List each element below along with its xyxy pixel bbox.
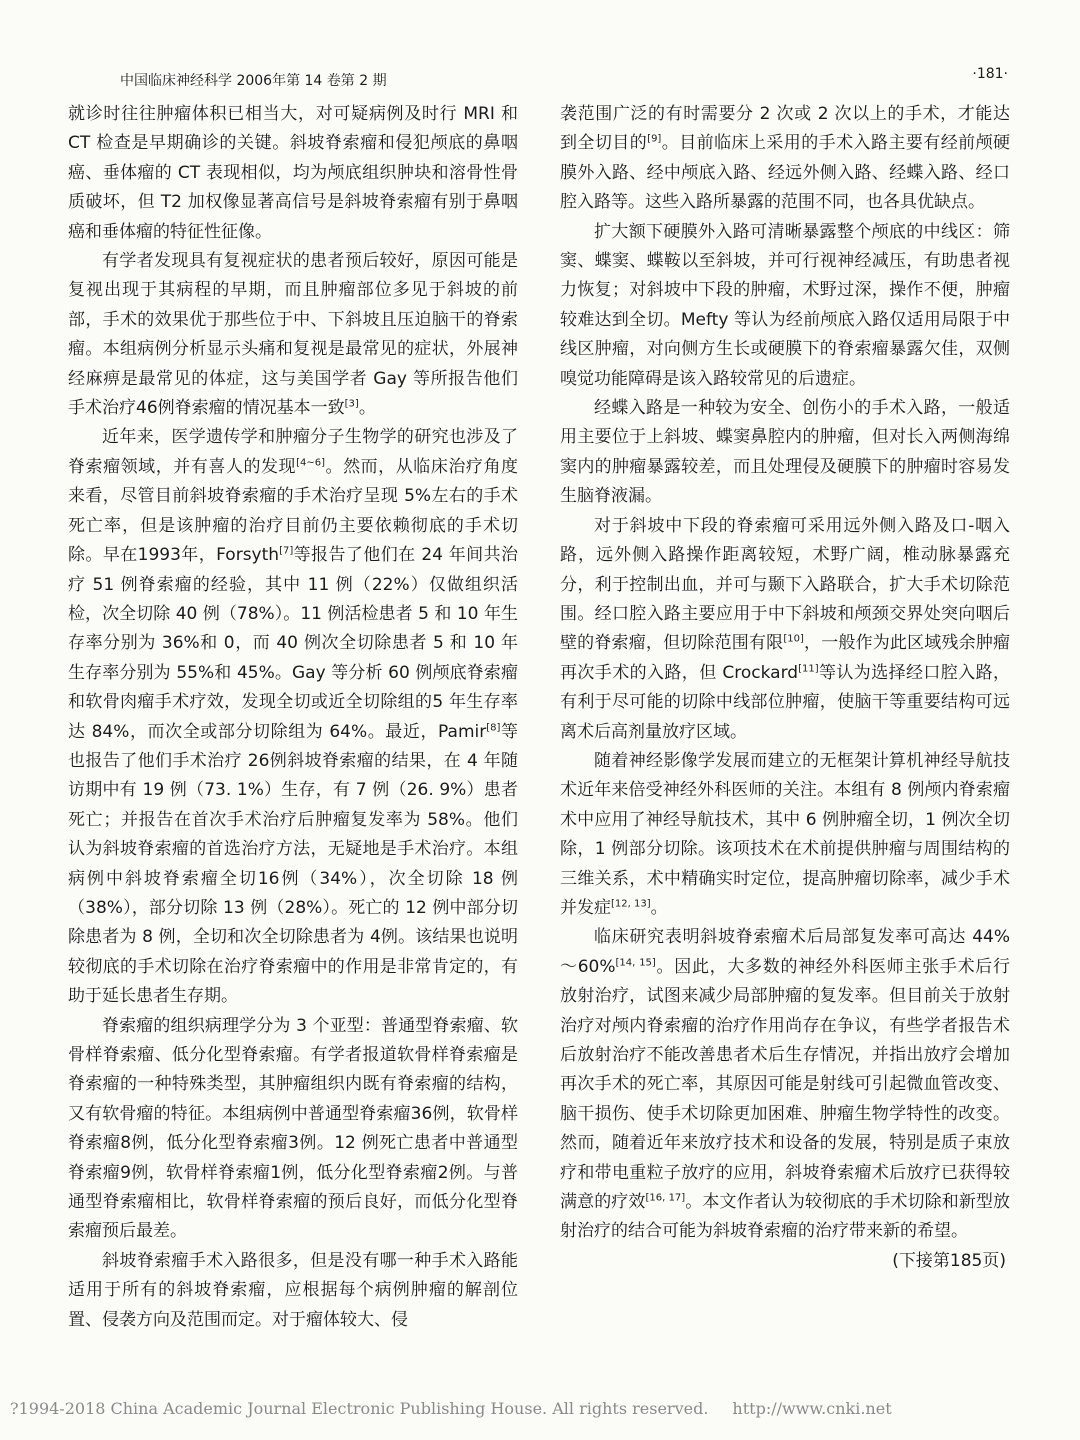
body-paragraph (68, 1012, 518, 1247)
body-paragraph (68, 247, 518, 423)
paragraph-text: 对于斜坡中下段的脊索瘤可采用远外侧入路及口-咽入路，远外侧入路操作距离较短，术野广阔，椎动脉暴露充分，利于控制出血，并可与颞下入路联合，扩大手术切除范围。经口腔入路主要应用于中下斜坡和颅颈交界处突向咽后壁的脊索瘤，但切除范围有限 (560, 515, 1010, 654)
citation-ref: [14, 15] (615, 957, 656, 969)
citation-ref: [11] (798, 663, 819, 675)
body-paragraph (68, 423, 518, 1011)
paragraph-text: 近年来，医学遗传学和肿瘤分子生物学的研究也涉及了脊索瘤领域，并有喜人的发现 (68, 427, 518, 477)
paragraph-text: 扩大额下硬膜外入路可清晰暴露整个颅底的中线区：筛窦、蝶窦、蝶鞍以至斜坡，并可行视神经减压，有助患者视力恢复；对斜坡中下段的肿瘤，术野过深，操作不便，肿瘤较难达到全切。Mefty 等认为经前颅底入路仅适用局限于中线区肿瘤，对向侧方生长或硬膜下的脊索瘤暴露欠佳，双侧嗅觉功能障碍是该入路较常见的后遗症。 (560, 221, 1010, 389)
body-paragraph (68, 1247, 518, 1335)
paragraph-text: 。目前临床上采用的手术入路主要有经前颅硬膜外入路、经中颅底入路、经远外侧入路、经蝶入路、经口腔入路等。这些入路所暴露的范围不同，也各具优缺点。 (560, 133, 1011, 213)
copyright-footer (10, 1399, 1070, 1418)
paragraph-text: ，一般作为此区域残余肿瘤再次手术的入路，但 Crockard (560, 633, 1011, 683)
citation-ref: [8] (486, 721, 501, 733)
citation-ref: [12, 13] (611, 898, 651, 910)
left-column (68, 100, 518, 1335)
paragraph-text: 等报告了他们在 24 年间共治疗 51 例脊索瘤的经验，其中 11 例（22%）仅做组织活检，次全切除 40 例（78%）。11 例活检患者 5 和 10 年生存率分别为 36%和 0，而 40 例次全切除患者 5 和 10 年生存率分别为 55%和 45%。Gay 等分析 60 例颅底脊索瘤和软骨肉瘤手术疗效，发现全切或近全切除组的5 年生存率达 84%，而次全或部分切除组为 64%。最近，Pamir (68, 545, 518, 742)
citation-ref: [4~6] (296, 457, 325, 469)
right-column (560, 100, 1010, 1276)
citation-ref: [16, 17] (645, 1192, 686, 1204)
paragraph-text: 。因此，大多数的神经外科医师主张手术后行放射治疗，试图来减少局部肿瘤的复发率。但目前关于放射治疗对颅内脊索瘤的治疗作用尚存在争议，有些学者报告术后放射治疗不能改善患者术后生存情况，并指出放疗会增加再次手术的死亡率，其原因可能是射线可引起微血管改变、脑干损伤、使手术切除更加困难、肿瘤生物学特性的改变。然而，随着近年来放疗技术和设备的发展，特别是质子束放疗和带电重粒子放疗的应用，斜坡脊索瘤术后放疗已获得较满意的疗效 (560, 956, 1011, 1213)
paragraph-text: 等也报告了他们手术治疗 26例斜坡脊索瘤的结果，在 4 年随访期中有 19 例（73. 1%）生存，有 7 例（26. 9%）患者死亡；并报告在首次手术治疗后肿瘤复发率为 58%。他们认为斜坡脊索瘤的首选治疗方法，无疑地是手术治疗。本组病例中斜坡脊索瘤全切16例（34%），次全切除 18 例（38%），部分切除 13 例（28%）。死亡的 12 例中部分切除患者为 8 例，全切和次全切除患者为 4例。该结果也说明较彻底的手术切除在治疗脊索瘤中的作用是非常肯定的，有助于延长患者生存期。 (68, 721, 519, 1007)
paragraph-text: 斜坡脊索瘤手术入路很多，但是没有哪一种手术入路能适用于所有的斜坡脊索瘤，应根据每个病例肿瘤的解剖位置、侵袭方向及范围而定。对于瘤体较大、侵 (68, 1250, 518, 1330)
paragraph-text: 有学者发现具有复视症状的患者预后较好，原因可能是复视出现于其病程的早期，而且肿瘤部位多见于斜坡的前部，手术的效果优于那些位于中、下斜坡且压迫脑干的脊索瘤。本组病例分析显示头痛和复视是最常见的症状，外展神经麻痹是最常见的体症，这与美国学者 Gay 等所报告他们手术治疗46例脊索瘤的情况基本一致 (68, 251, 518, 419)
paragraph-text: 就诊时往往肿瘤体积已相当大，对可疑病例及时行 MRI 和 CT 检查是早期确诊的关键。斜坡脊索瘤和侵犯颅底的鼻咽癌、垂体瘤的 CT 表现相似，均为颅底组织肿块和溶骨性骨质破坏，但 T2 加权像显著高信号是斜坡脊索瘤有别于鼻咽癌和垂体瘤的特征性征像。 (68, 104, 518, 242)
paragraph-text: 。本文作者认为较彻底的手术切除和新型放射治疗的结合可能为斜坡脊索瘤的治疗带来新的希望。 (560, 1192, 1011, 1242)
citation-ref: [10] (783, 633, 804, 645)
body-paragraph (560, 100, 1010, 218)
body-paragraph (560, 394, 1010, 512)
running-header (120, 66, 1008, 90)
body-paragraph (560, 923, 1010, 1246)
page-number: ·181· (972, 66, 1008, 82)
body-paragraph (560, 512, 1010, 747)
paragraph-text: 随着神经影像学发展而建立的无框架计算机神经导航技术近年来倍受神经外科医师的关注。本组有 8 例颅内脊索瘤术中应用了神经导航技术，其中 6 例肿瘤全切，1 例次全切除，1 例部分切除。该项技术在术前提供肿瘤与周围结构的三维关系，术中精确实时定位，提高肿瘤切除率，减少手术并发症 (560, 750, 1010, 918)
citation-ref: [9] (647, 133, 662, 145)
body-paragraph (560, 747, 1010, 923)
citation-ref: [3] (344, 398, 359, 410)
paragraph-text: 临床研究表明斜坡脊索瘤术后局部复发率可高达 44%～60% (560, 927, 1010, 977)
paragraph-text: 。 (650, 897, 668, 918)
paragraph-text: 脊索瘤的组织病理学分为 3 个亚型：普通型脊索瘤、软骨样脊索瘤、低分化型脊索瘤。有学者报道软骨样脊索瘤是脊索瘤的一种特殊类型，其肿瘤组织内既有脊索瘤的结构，又有软骨瘤的特征。本组病例中普通型脊索瘤36例，软骨样脊索瘤8例，低分化型脊索瘤3例。12 例死亡患者中普通型脊索瘤9例，软骨样脊索瘤1例，低分化型脊索瘤2例。与普通型脊索瘤相比，软骨样脊索瘤的预后良好，而低分化型脊索瘤预后最差。 (68, 1015, 518, 1242)
body-paragraph (68, 100, 518, 247)
paragraph-text: 。然而，从临床治疗角度来看，尽管目前斜坡脊索瘤的手术治疗呈现 5%左右的手术死亡率，但是该肿瘤的治疗目前仍主要依赖彻底的手术切除。早在1993年，Forsyth (68, 456, 519, 566)
copyright-text: ?1994-2018 China Academic Journal Electronic Publishing House. All rights reserved. (10, 1399, 709, 1418)
body-paragraph (560, 218, 1010, 394)
paragraph-text: 袭范围广泛的有时需要分 2 次或 2 次以上的手术，才能达到全切目的 (560, 104, 1010, 154)
citation-ref: [7] (279, 545, 294, 557)
cnki-url: http://www.cnki.net (732, 1399, 892, 1418)
paragraph-text: 。 (358, 398, 376, 419)
paragraph-text: 等认为选择经口腔入路，有利于尽可能的切除中线部位肿瘤，使脑干等重要结构可远离术后高剂量放疗区域。 (560, 662, 1010, 742)
journal-title: 中国临床神经科学 2006年第 14 卷第 2 期 (120, 73, 387, 89)
continued-note: (下接第185页) (892, 1250, 1006, 1271)
paragraph-text: 经蝶入路是一种较为安全、创伤小的手术入路，一般适用主要位于上斜坡、蝶窦鼻腔内的肿瘤，但对长入两侧海绵窦内的肿瘤暴露较差，而且处理侵及硬膜下的肿瘤时容易发生脑脊液漏。 (560, 398, 1010, 507)
